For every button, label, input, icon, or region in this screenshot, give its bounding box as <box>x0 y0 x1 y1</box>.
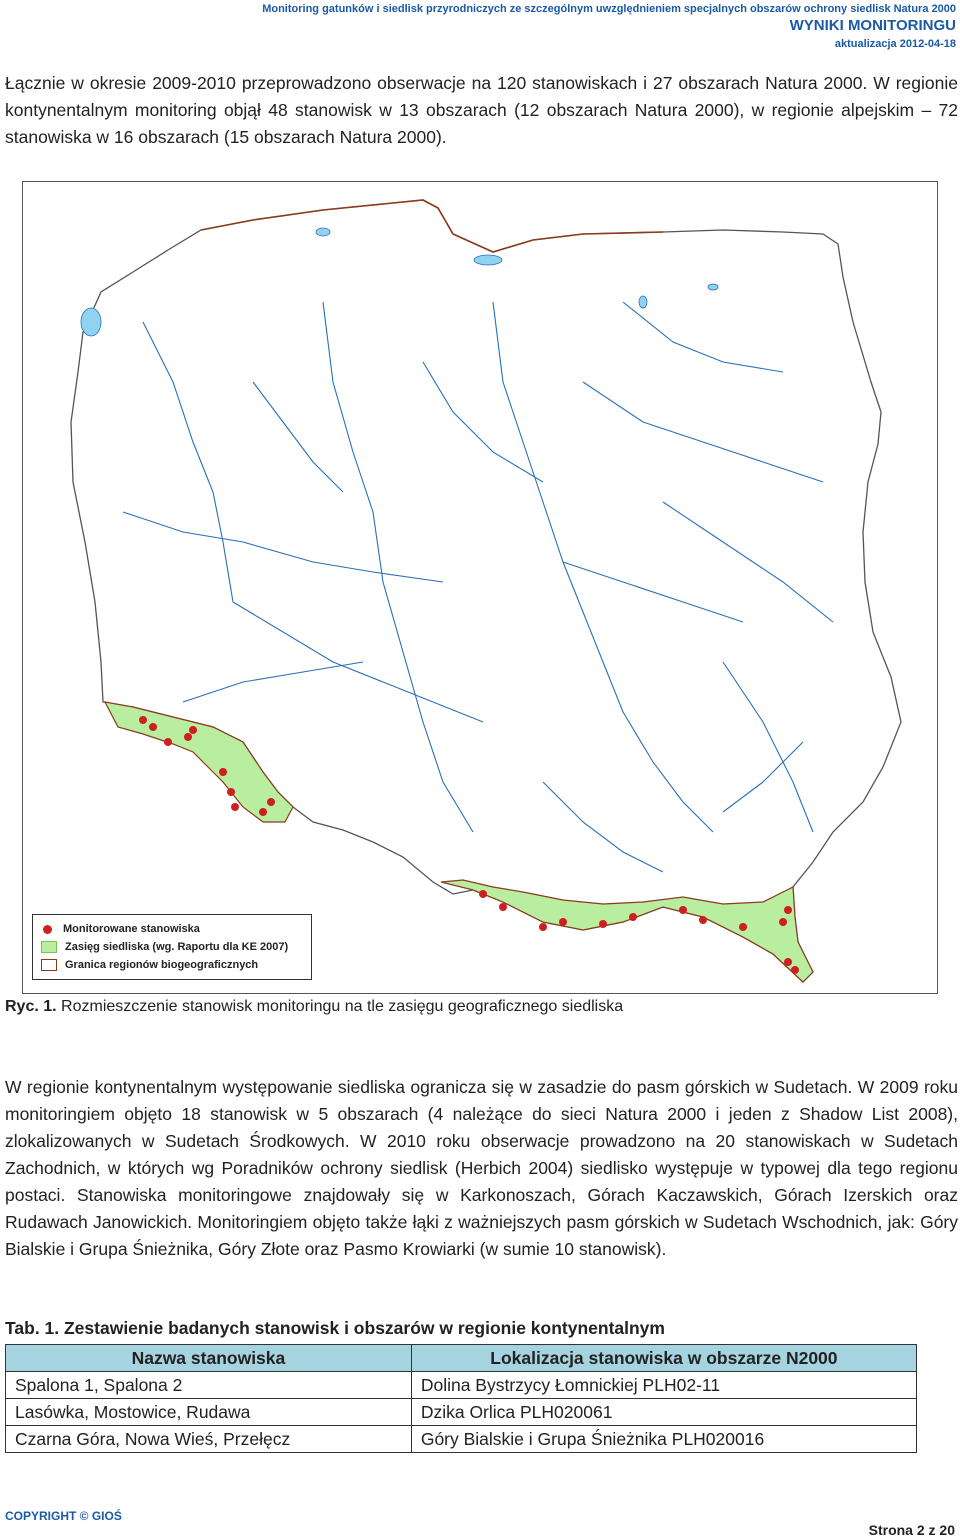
table-row <box>6 1426 917 1453</box>
site-marker <box>629 913 637 921</box>
site-marker <box>784 958 792 966</box>
site-marker <box>559 918 567 926</box>
site-marker <box>599 920 607 928</box>
site-marker <box>784 906 792 914</box>
table-cell: Góry Bialskie i Grupa Śnieżnika PLH020016 <box>411 1426 916 1453</box>
column-header: Nazwa stanowiska <box>6 1345 412 1372</box>
site-marker <box>164 738 172 746</box>
intro-paragraph: Łącznie w okresie 2009-2010 przeprowadzono obserwacje na 120 stanowiskach i 27 obszarach Natura 2000. W regionie kontynentalnym monitoring objął 48 stanowisk w 13 obszarach (12 obszarach Natura 2000), w regionie alpejskim – 72 stanowiska w 16 obszarach (15 obszarach Natura 2000). <box>5 73 958 147</box>
lake <box>316 228 330 236</box>
table-row <box>6 1372 917 1399</box>
site-marker <box>499 903 507 911</box>
border-swatch-icon <box>41 959 57 971</box>
site-marker <box>227 788 235 796</box>
section-title: WYNIKI MONITORINGU <box>789 17 956 34</box>
table-row <box>6 1399 917 1426</box>
site-marker <box>219 768 227 776</box>
table-cell: Dolina Bystrzycy Łomnickiej PLH02-11 <box>411 1372 916 1399</box>
site-marker <box>184 733 192 741</box>
site-marker <box>479 890 487 898</box>
lake <box>81 308 101 336</box>
site-dot-icon <box>43 925 52 934</box>
site-marker <box>139 716 147 724</box>
site-marker <box>779 918 787 926</box>
page-number: Strona 2 z 20 <box>868 1522 955 1538</box>
lake <box>639 296 647 308</box>
copyright-notice: COPYRIGHT © GIOŚ <box>5 1509 122 1523</box>
site-marker <box>539 923 547 931</box>
site-marker <box>699 916 707 924</box>
site-marker <box>679 906 687 914</box>
table-cell: Lasówka, Mostowice, Rudawa <box>6 1399 412 1426</box>
distribution-map <box>22 181 938 994</box>
lake <box>708 284 718 290</box>
legend-range: Zasięg siedliska (wg. Raportu dla KE 2007) <box>41 939 288 955</box>
table-cell: Spalona 1, Spalona 2 <box>6 1372 412 1399</box>
column-header: Lokalizacja stanowiska w obszarze N2000 <box>411 1345 916 1372</box>
country-outline <box>71 200 901 982</box>
legend-sites: Monitorowane stanowiska <box>41 921 200 937</box>
site-marker <box>259 808 267 816</box>
site-marker <box>267 798 275 806</box>
site-marker <box>231 803 239 811</box>
site-marker <box>791 966 799 974</box>
caption-text: Rozmieszczenie stanowisk monitoringu na tle zasięgu geograficznego siedliska <box>61 998 624 1015</box>
update-date: aktualizacja 2012-04-18 <box>834 38 956 50</box>
figure-caption <box>5 998 623 1016</box>
table-cell: Dzika Orlica PLH020061 <box>411 1399 916 1426</box>
table-header-row <box>6 1345 917 1372</box>
caption-label: Ryc. 1. <box>5 998 57 1015</box>
table-title: Tab. 1. Zestawienie badanych stanowisk i obszarów w regionie kontynentalnym <box>5 1318 665 1338</box>
map-svg <box>23 182 939 995</box>
body-paragraph: W regionie kontynentalnym występowanie siedliska ogranicza się w zasadzie do pasm górskich w Sudetach. W 2009 roku monitoringiem objęto 18 stanowisk w 5 obszarach (4 należące do sieci Natura 2000 i jeden z Shadow List 2008), zlokalizowanych w Sudetach Środkowych. W 2010 roku obserwacje prowadzono na 20 stanowiskach w Sudetach Zachodnich, w których wg Poradników ochrony siedlisk (Herbich 2004) siedlisko występuje w typowej dla tego regionu postaci. Stanowiska monitoringowe znajdowały się w Karkonoszach, Górach Kaczawskich, Górach Izerskich oraz Rudawach Janowickich. Monitoringiem objęto także łąki z ważniejszych pasm górskich w Sudetach Wschodnich, jak: Góry Bialskie i Grupa Śnieżnika, Góry Złote oraz Pasmo Krowiarki (w sumie 10 stanowisk). <box>5 1077 958 1259</box>
table-cell: Czarna Góra, Nowa Wieś, Przełęcz <box>6 1426 412 1453</box>
site-marker <box>739 923 747 931</box>
site-marker <box>189 726 197 734</box>
map-legend <box>32 914 312 980</box>
lake <box>474 255 502 265</box>
site-marker <box>149 723 157 731</box>
range-swatch-icon <box>41 941 57 953</box>
legend-border: Granica regionów biogeograficznych <box>41 957 258 973</box>
project-title: Monitoring gatunków i siedlisk przyrodniczych ze szczególnym uwzględnieniem specjalnych obszarów ochrony siedlisk Natura 2000 <box>262 3 956 15</box>
sites-table <box>5 1344 917 1453</box>
